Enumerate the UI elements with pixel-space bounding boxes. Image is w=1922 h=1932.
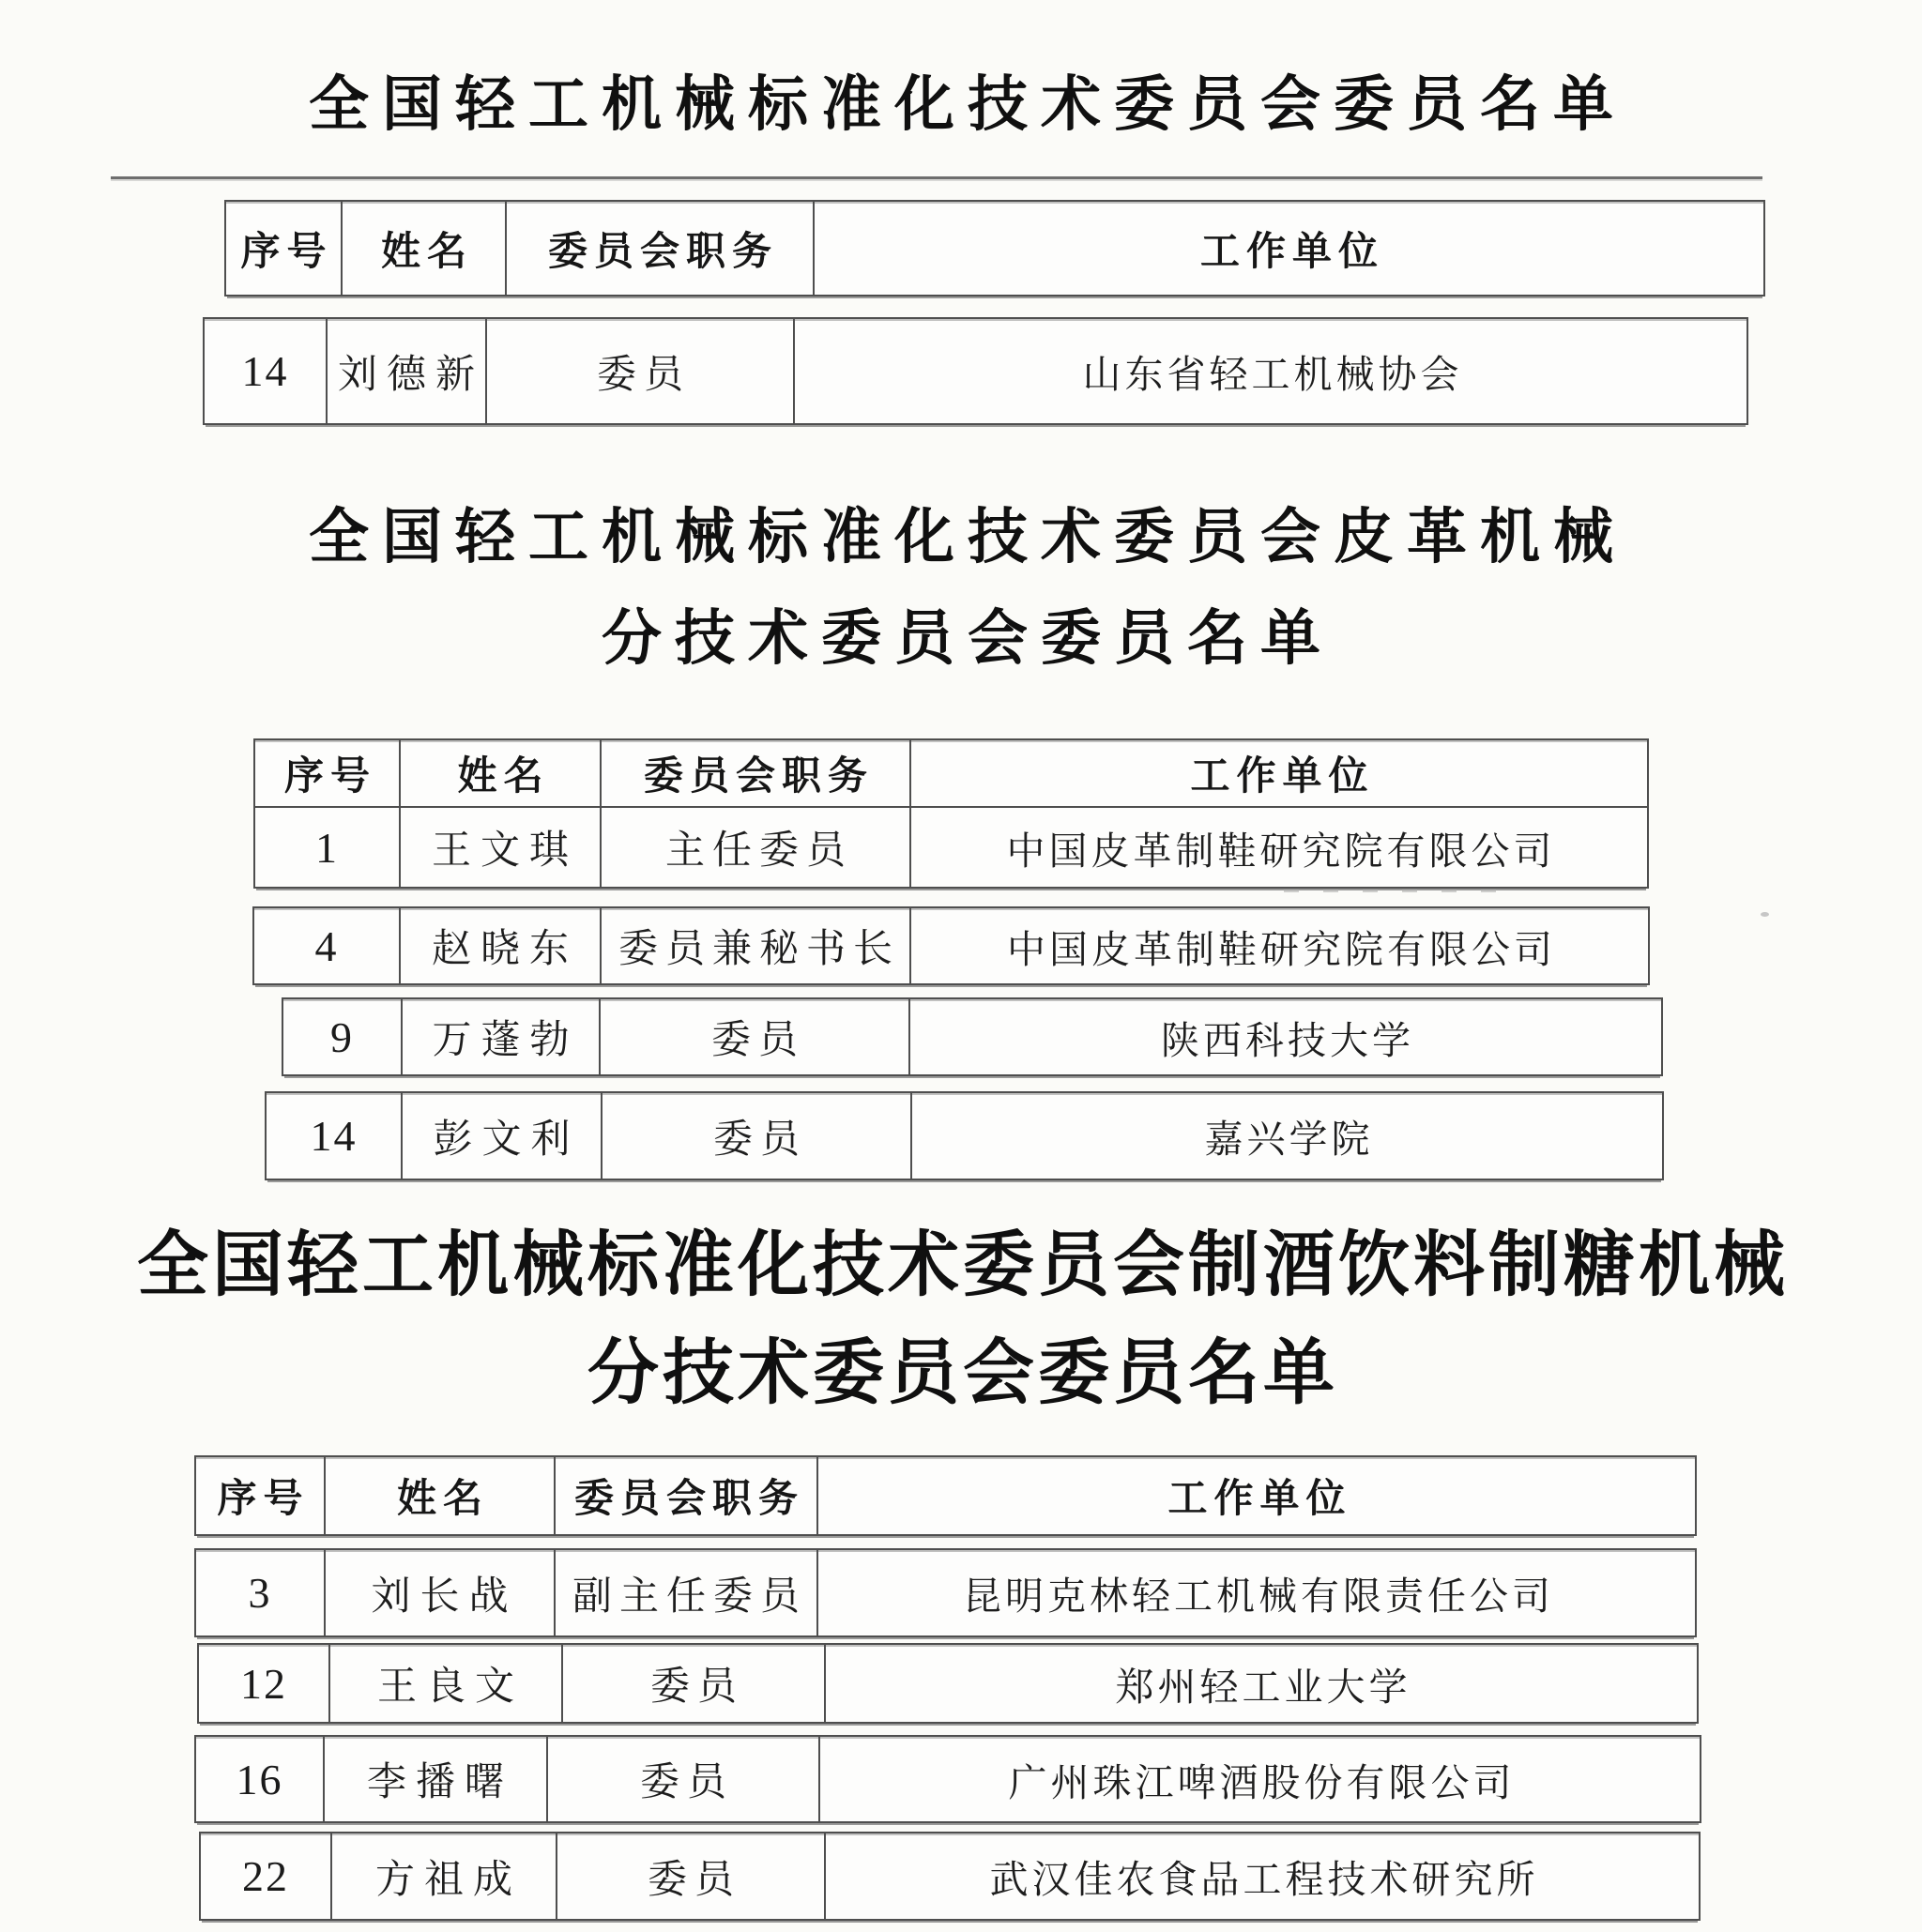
title-underline: [111, 176, 1762, 179]
table3-cell-role: 委员: [557, 1833, 826, 1919]
section3-title-line2: 分技术委员会委员名单: [587, 1334, 1338, 1413]
table1-header-org: 工作单位: [1199, 230, 1384, 274]
table1-header-seq: 序号: [226, 202, 343, 295]
table3-header-seq: 序号: [196, 1457, 326, 1534]
table2-cell-seq: 14: [267, 1093, 403, 1179]
table1-cell-name: 刘德新: [328, 319, 487, 423]
table1-cell-seq: 14: [205, 319, 328, 423]
table1-cell-role: 委员: [487, 319, 795, 423]
table2-cell-seq: 1: [255, 808, 401, 887]
table3-row: [197, 1643, 1699, 1724]
table2-header-seq: 序号: [255, 740, 401, 806]
table2-cell-role: 委员: [603, 1093, 912, 1179]
table3-cell-name: 刘长战: [326, 1550, 556, 1635]
table2-cell-name: 彭文利: [403, 1093, 603, 1179]
table2-header-org: 工作单位: [1190, 755, 1375, 799]
table3-cell-seq: 12: [199, 1645, 330, 1722]
table1-header-role: 委员会职务: [507, 202, 815, 295]
table2-cell-org: 中国皮革制鞋研究院有限公司: [1007, 927, 1556, 971]
table3-row: [194, 1548, 1697, 1637]
table2-cell-org: 中国皮革制鞋研究院有限公司: [1006, 829, 1556, 873]
table2-header-role: 委员会职务: [602, 740, 911, 806]
table3-header-name: 姓名: [326, 1457, 556, 1534]
table3-cell-name: 方祖成: [332, 1833, 557, 1919]
table3-cell-role: 委员: [548, 1737, 820, 1821]
table3-cell-org: 广州珠江啤酒股份有限公司: [1008, 1760, 1516, 1804]
table1-header-row: [224, 200, 1765, 297]
table3-cell-role: 副主任委员: [556, 1550, 818, 1635]
table1-cell-org: 山东省轻工机械协会: [1082, 353, 1463, 396]
table2-cell-org: 陕西科技大学: [1161, 1018, 1414, 1062]
table3-cell-role: 委员: [563, 1645, 826, 1722]
table2-cell-name: 王文琪: [401, 808, 602, 887]
table1-row: [203, 317, 1748, 425]
table2-row: [265, 1091, 1664, 1180]
table2-header-row: [255, 740, 1647, 808]
table2-row: [282, 997, 1663, 1076]
table3-header-row: [194, 1455, 1697, 1536]
table3-cell-name: 李播曙: [325, 1737, 548, 1821]
scan-artifact-dot: [1761, 912, 1769, 917]
scan-artifact-dashes: [1284, 890, 1500, 892]
table2-cell-role: 委员兼秘书长: [602, 908, 911, 983]
table3-row: [199, 1832, 1701, 1921]
table2-cell-name: 万蓬勃: [403, 999, 601, 1074]
table3-header-org: 工作单位: [1167, 1478, 1352, 1521]
table3-cell-org: 武汉佳农食品工程技术研究所: [989, 1858, 1539, 1901]
table2-cell-role: 主任委员: [602, 808, 911, 887]
table3-header-role: 委员会职务: [556, 1457, 818, 1534]
table3-row: [194, 1735, 1701, 1823]
section1-title: 全国轻工机械标准化技术委员会委员名单: [309, 71, 1626, 138]
table2-cell-seq: 4: [254, 908, 401, 983]
section3-title-line1: 全国轻工机械标准化技术委员会制酒饮料制糖机械: [137, 1226, 1789, 1305]
table3-cell-org: 郑州轻工业大学: [1115, 1665, 1411, 1709]
table3-cell-name: 王良文: [330, 1645, 563, 1722]
table2-row: [255, 808, 1647, 887]
table1-header-name: 姓名: [343, 202, 507, 295]
table3-cell-seq: 22: [201, 1833, 332, 1919]
table3-cell-seq: 16: [196, 1737, 325, 1821]
table2-cell-seq: 9: [283, 999, 403, 1074]
table2-cell-org: 嘉兴学院: [1204, 1118, 1374, 1161]
table3-cell-seq: 3: [196, 1550, 326, 1635]
table3-cell-org: 昆明克林轻工机械有限责任公司: [963, 1575, 1554, 1618]
section2-title-line2: 分技术委员会委员名单: [602, 605, 1334, 672]
table2-cell-name: 赵晓东: [401, 908, 602, 983]
table2-header-and-row1: [253, 738, 1649, 889]
section2-title-line1: 全国轻工机械标准化技术委员会皮革机械: [309, 504, 1626, 570]
table2-row: [252, 906, 1650, 985]
table2-cell-role: 委员: [601, 999, 910, 1074]
table2-header-name: 姓名: [401, 740, 602, 806]
